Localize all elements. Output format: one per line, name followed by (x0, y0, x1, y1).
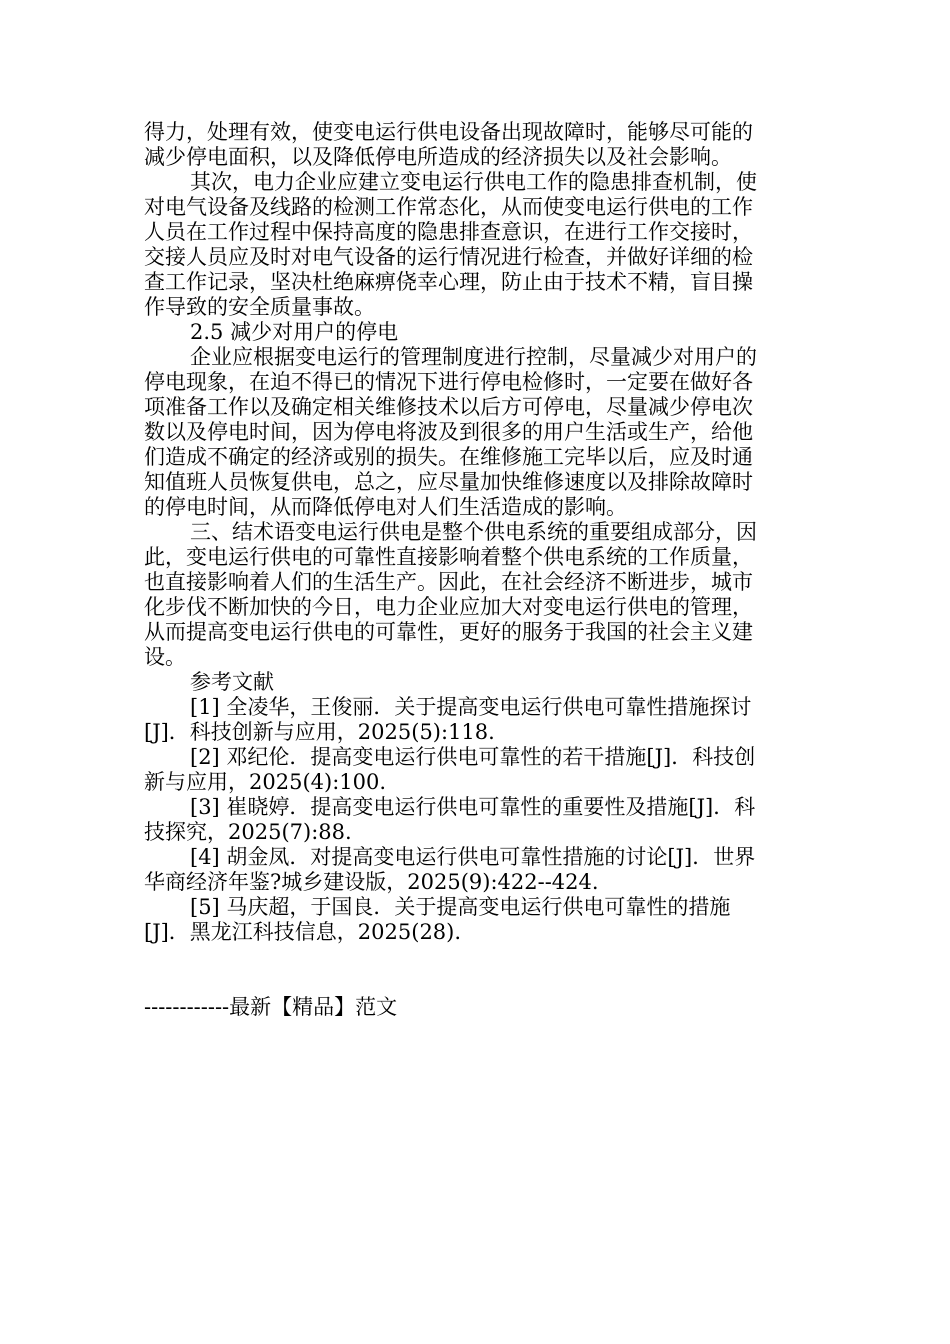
page-footer: ------------最新【精品】范文 (144, 995, 398, 1019)
paragraph-line: 数以及停电时间，因为停电将波及到很多的用户生活或生产，给他 (144, 420, 753, 444)
paragraph-line: 从而提高变电运行供电的可靠性，更好的服务于我国的社会主义建 (144, 620, 753, 644)
paragraph-line: 其次，电力企业应建立变电运行供电工作的隐患排查机制，使 (190, 170, 757, 194)
references-heading: 参考文献 (190, 670, 274, 694)
reference-item: 技探究，2025(7):88. (144, 820, 352, 844)
paragraph-line: 作导致的安全质量事故。 (144, 295, 375, 319)
paragraph-line: 项准备工作以及确定相关维修技术以后方可停电，尽量减少停电次 (144, 395, 753, 419)
paragraph-line: 查工作记录，坚决杜绝麻痹侥幸心理，防止由于技术不精，盲目操 (144, 270, 753, 294)
paragraph-line: 人员在工作过程中保持高度的隐患排查意识，在进行工作交接时， (144, 220, 753, 244)
section-heading: 2.5 减少对用户的停电 (190, 320, 399, 344)
paragraph-line: 也直接影响着人们的生活生产。因此，在社会经济不断进步，城市 (144, 570, 753, 594)
paragraph-line: 化步伐不断加快的今日，电力企业应加大对变电运行供电的管理， (144, 595, 753, 619)
paragraph-line: 三、结术语变电运行供电是整个供电系统的重要组成部分，因 (190, 520, 757, 544)
paragraph-line: 得力，处理有效，使变电运行供电设备出现故障时，能够尽可能的 (144, 120, 753, 144)
reference-item: [1] 全凌华，王俊丽．关于提高变电运行供电可靠性措施探讨 (190, 695, 752, 719)
reference-item: [2] 邓纪伦．提高变电运行供电可靠性的若干措施[J]．科技创 (190, 745, 756, 769)
paragraph-line: 交接人员应及时对电气设备的运行情况进行检查，并做好详细的检 (144, 245, 753, 269)
paragraph-line: 企业应根据变电运行的管理制度进行控制，尽量减少对用户的 (190, 345, 757, 369)
reference-item: [5] 马庆超，于国良．关于提高变电运行供电可靠性的措施 (190, 895, 731, 919)
paragraph-line: 停电现象，在迫不得已的情况下进行停电检修时，一定要在做好各 (144, 370, 753, 394)
reference-item: 华商经济年鉴?城乡建设版，2025(9):422--424. (144, 870, 599, 894)
paragraph-line: 此，变电运行供电的可靠性直接影响着整个供电系统的工作质量， (144, 545, 753, 569)
paragraph-line: 知值班人员恢复供电，总之，应尽量加快维修速度以及排除故障时 (144, 470, 753, 494)
reference-item: [J]．科技创新与应用，2025(5):118. (144, 720, 495, 744)
document-body (144, 120, 808, 945)
reference-item: [J]．黑龙江科技信息，2025(28). (144, 920, 462, 944)
paragraph-line: 们造成不确定的经济或别的损失。在维修施工完毕以后，应及时通 (144, 445, 753, 469)
reference-item: [3] 崔晓婷．提高变电运行供电可靠性的重要性及措施[J]．科 (190, 795, 756, 819)
paragraph-line: 的停电时间，从而降低停电对人们生活造成的影响。 (144, 495, 627, 519)
reference-item: [4] 胡金凤．对提高变电运行供电可靠性措施的讨论[J]．世界 (190, 845, 756, 869)
paragraph-line: 减少停电面积，以及降低停电所造成的经济损失以及社会影响。 (144, 145, 732, 169)
reference-item: 新与应用，2025(4):100. (144, 770, 387, 794)
paragraph-line: 对电气设备及线路的检测工作常态化，从而使变电运行供电的工作 (144, 195, 753, 219)
paragraph-line: 设。 (144, 645, 186, 669)
